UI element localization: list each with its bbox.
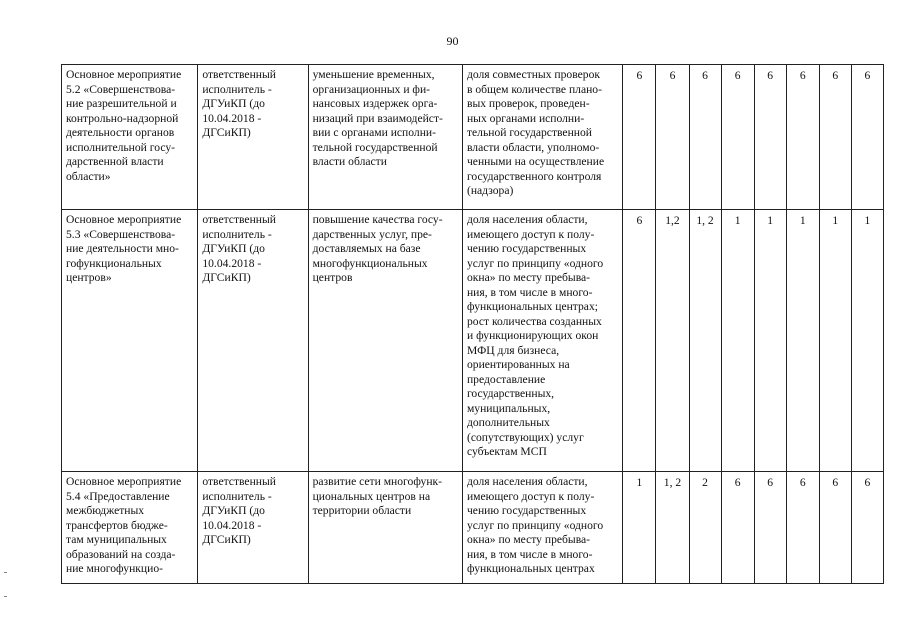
value-cell: 6: [786, 472, 819, 584]
value-cell: 1,2: [656, 210, 689, 472]
value-cell: 6: [721, 472, 754, 584]
result-cell: уменьшение временных, организационных и фи- нансовых издержек орга- низаций при взаимодейст- вии с органами исполни- тельной государственной власти области: [308, 65, 462, 210]
executor-cell: ответственный исполнитель - ДГУиКП (до 10.04.2018 - ДГСиКП): [198, 210, 308, 472]
value-cell: 6: [819, 65, 851, 210]
value-cell: 1: [819, 210, 851, 472]
activity-cell: Основное мероприятие 5.3 «Совершенствова- ние деятельности мно- гофункциональных центров»: [62, 210, 198, 472]
result-cell: повышение качества госу- дарственных услуг, пре- доставляемых на базе многофункциональных центров: [308, 210, 462, 472]
table-row: [62, 472, 884, 584]
value-cell: 6: [623, 210, 656, 472]
value-cell: 6: [754, 65, 786, 210]
value-cell: 6: [689, 65, 721, 210]
value-cell: 2: [689, 472, 721, 584]
table-row: [62, 65, 884, 210]
margin-mark: [4, 572, 7, 573]
value-cell: 1, 2: [656, 472, 689, 584]
indicator-cell: доля совместных проверок в общем количестве плано- вых проверок, проведен- ных органами исполни- тельной государственной власти области, уполномо- ченными на осуществление государственного контроля (надзора): [462, 65, 622, 210]
value-cell: 6: [623, 65, 656, 210]
activity-cell: [62, 472, 198, 584]
value-cell: 6: [851, 65, 883, 210]
value-cell: 6: [819, 472, 851, 584]
indicator-cell: доля населения области, имеющего доступ к полу- чению государственных услуг по принципу «одного окна» по месту пребыва- ния, в том числе в много- функциональных центрах: [462, 472, 622, 584]
value-cell: 1: [754, 210, 786, 472]
value-cell: 1: [851, 210, 883, 472]
indicator-cell: доля населения области, имеющего доступ к полу- чению государственных услуг по принципу «одного окна» по месту пребыва- ния, в том числе в много- функциональных центрах; рост количества созданных и функционирующих окон МФЦ для бизнеса, ориентированных на предоставление государственных, муниципальных, дополнительных (сопутствующих) услуг субъектам МСП: [462, 210, 622, 472]
page-number: 90: [446, 34, 459, 48]
table-row: [62, 210, 884, 472]
executor-cell: ответственный исполнитель - ДГУиКП (до 10.04.2018 - ДГСиКП): [198, 472, 308, 584]
activity-text: Основное мероприятие 5.4 «Предоставление межбюджетных трансфертов бюдже- там муниципальных образований на созда- ние многофункцио-: [66, 475, 182, 575]
value-cell: 6: [786, 65, 819, 210]
margin-mark: [4, 596, 7, 597]
value-cell: 1: [786, 210, 819, 472]
value-cell: 1: [721, 210, 754, 472]
program-activities-table: [61, 64, 884, 584]
value-cell: 6: [851, 472, 883, 584]
value-cell: 6: [656, 65, 689, 210]
activity-cell: Основное мероприятие 5.2 «Совершенствова- ние разрешительной и контрольно-надзорной деятельности органов исполнительной госу- дарственной власти области»: [62, 65, 198, 210]
executor-cell: ответственный исполнитель - ДГУиКП (до 10.04.2018 - ДГСиКП): [198, 65, 308, 210]
value-cell: 1: [623, 472, 656, 584]
result-cell: развитие сети многофунк- циональных центров на территории области: [308, 472, 462, 584]
value-cell: 1, 2: [689, 210, 721, 472]
value-cell: 6: [754, 472, 786, 584]
value-cell: 6: [721, 65, 754, 210]
